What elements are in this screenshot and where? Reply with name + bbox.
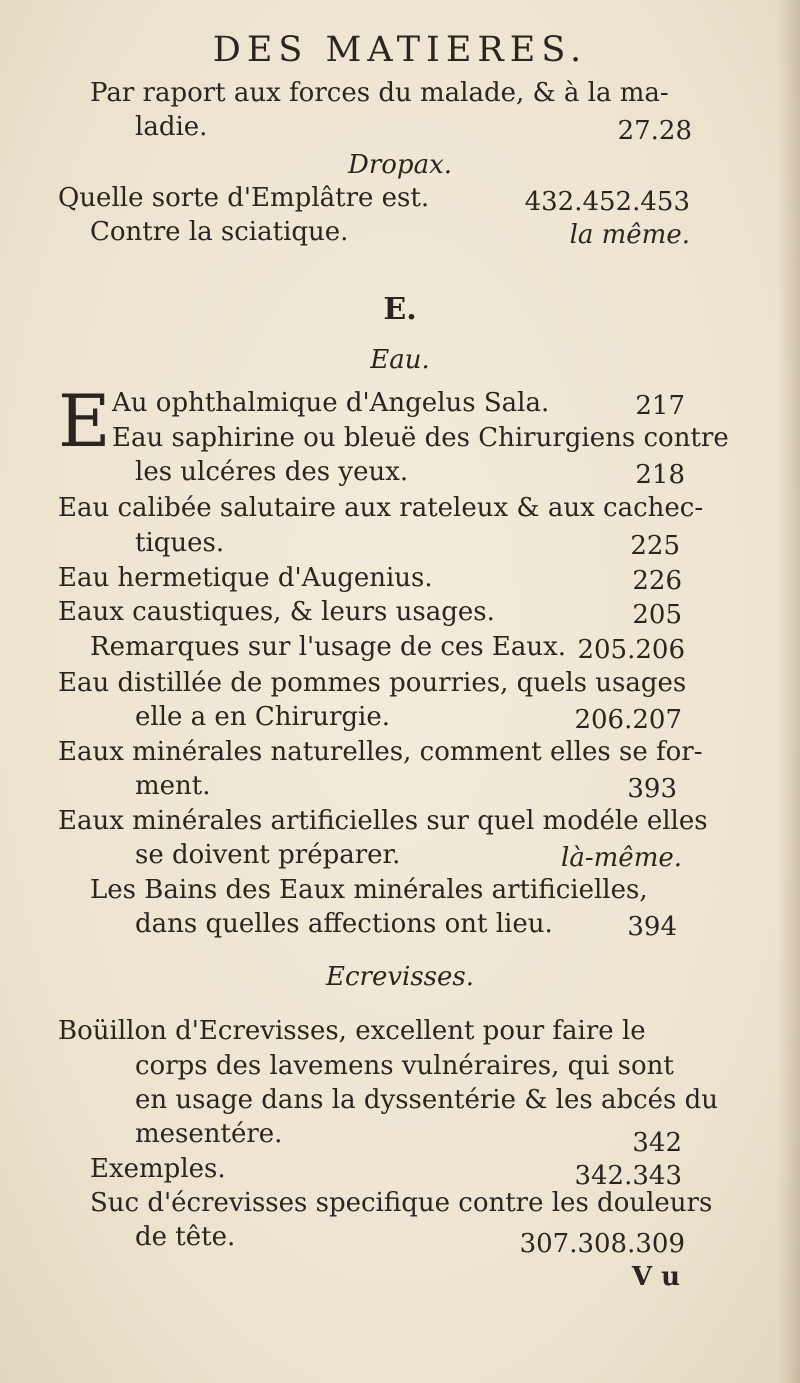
entry-line: les ulcéres des yeux. [135,457,409,487]
page-reference: 205 [632,600,682,630]
entry-line: corps des lavemens vulnéraires, qui sont [135,1051,674,1081]
entry-line: Eaux caustiques, & leurs usages. [58,597,495,627]
page-reference: 27.28 [617,116,692,146]
entry-line: en usage dans la dyssentérie & les abcés du [135,1085,719,1115]
page-reference: 205.206 [577,635,685,665]
page-reference: 218 [635,460,685,490]
entry-line: Eau calibée salutaire aux rateleux & aux cachec- [58,493,704,523]
entry-line: de tête. [135,1222,236,1252]
page-reference: 206.207 [574,705,682,735]
entry-line: elle a en Chirurgie. [135,702,390,732]
entry-line: Boüillon d'Ecrevisses, excellent pour faire le [58,1016,646,1046]
entry-line: tiques. [135,528,225,558]
page-reference: 225 [630,531,680,561]
entry-line: mesentére. [135,1119,283,1149]
entry-line: Par raport aux forces du malade, & à la ma- [90,78,669,108]
entry-line: ladie. [135,112,208,142]
entry-line: Eau hermetique d'Augenius. [58,563,433,593]
entry-line: Remarques sur l'usage de ces Eaux. [90,632,567,662]
page-reference: 307.308.309 [519,1229,685,1259]
page-reference: 342.343 [574,1161,682,1191]
subheading-dropax: Dropax. [348,150,452,180]
section-letter: E. [383,292,417,327]
subheading-eau: Eau. [370,345,430,375]
page-reference: la même. [569,220,690,250]
entry-line: Quelle sorte d'Emplâtre est. [58,183,430,213]
entry-line: Contre la sciatique. [90,217,349,247]
page-reference: 217 [635,391,685,421]
page-reference: 226 [632,566,682,596]
entry-line: se doivent préparer. [135,840,401,870]
page-edge-shadow [778,0,800,1383]
page-reference: 342 [632,1128,682,1158]
page-reference: 393 [627,774,677,804]
entry-line: Eaux minérales artificielles sur quel modéle elles [58,806,708,836]
entry-line: Eau saphirine ou bleuë des Chirurgiens contre [112,423,729,453]
entry-line: Eau distillée de pommes pourries, quels usages [58,668,687,698]
page-reference: 432.452.453 [524,187,690,217]
drop-cap: E [58,379,111,463]
catchword: V u [631,1262,680,1292]
entry-line: Les Bains des Eaux minérales artificielles, [90,875,648,905]
page-reference: 394 [627,912,677,942]
entry-line: Eaux minérales naturelles, comment elles se for- [58,737,703,767]
entry-line: Exemples. [90,1154,226,1184]
entry-line: dans quelles affections ont lieu. [135,909,553,939]
running-head: DES MATIERES. [212,30,588,70]
page-reference: là-même. [561,843,682,873]
entry-line: Au ophthalmique d'Angelus Sala. [112,388,550,418]
entry-line: Suc d'écrevisses specifique contre les douleurs [90,1188,713,1218]
entry-line: ment. [135,771,211,801]
subheading-ecrevisses: Ecrevisses. [325,962,475,992]
